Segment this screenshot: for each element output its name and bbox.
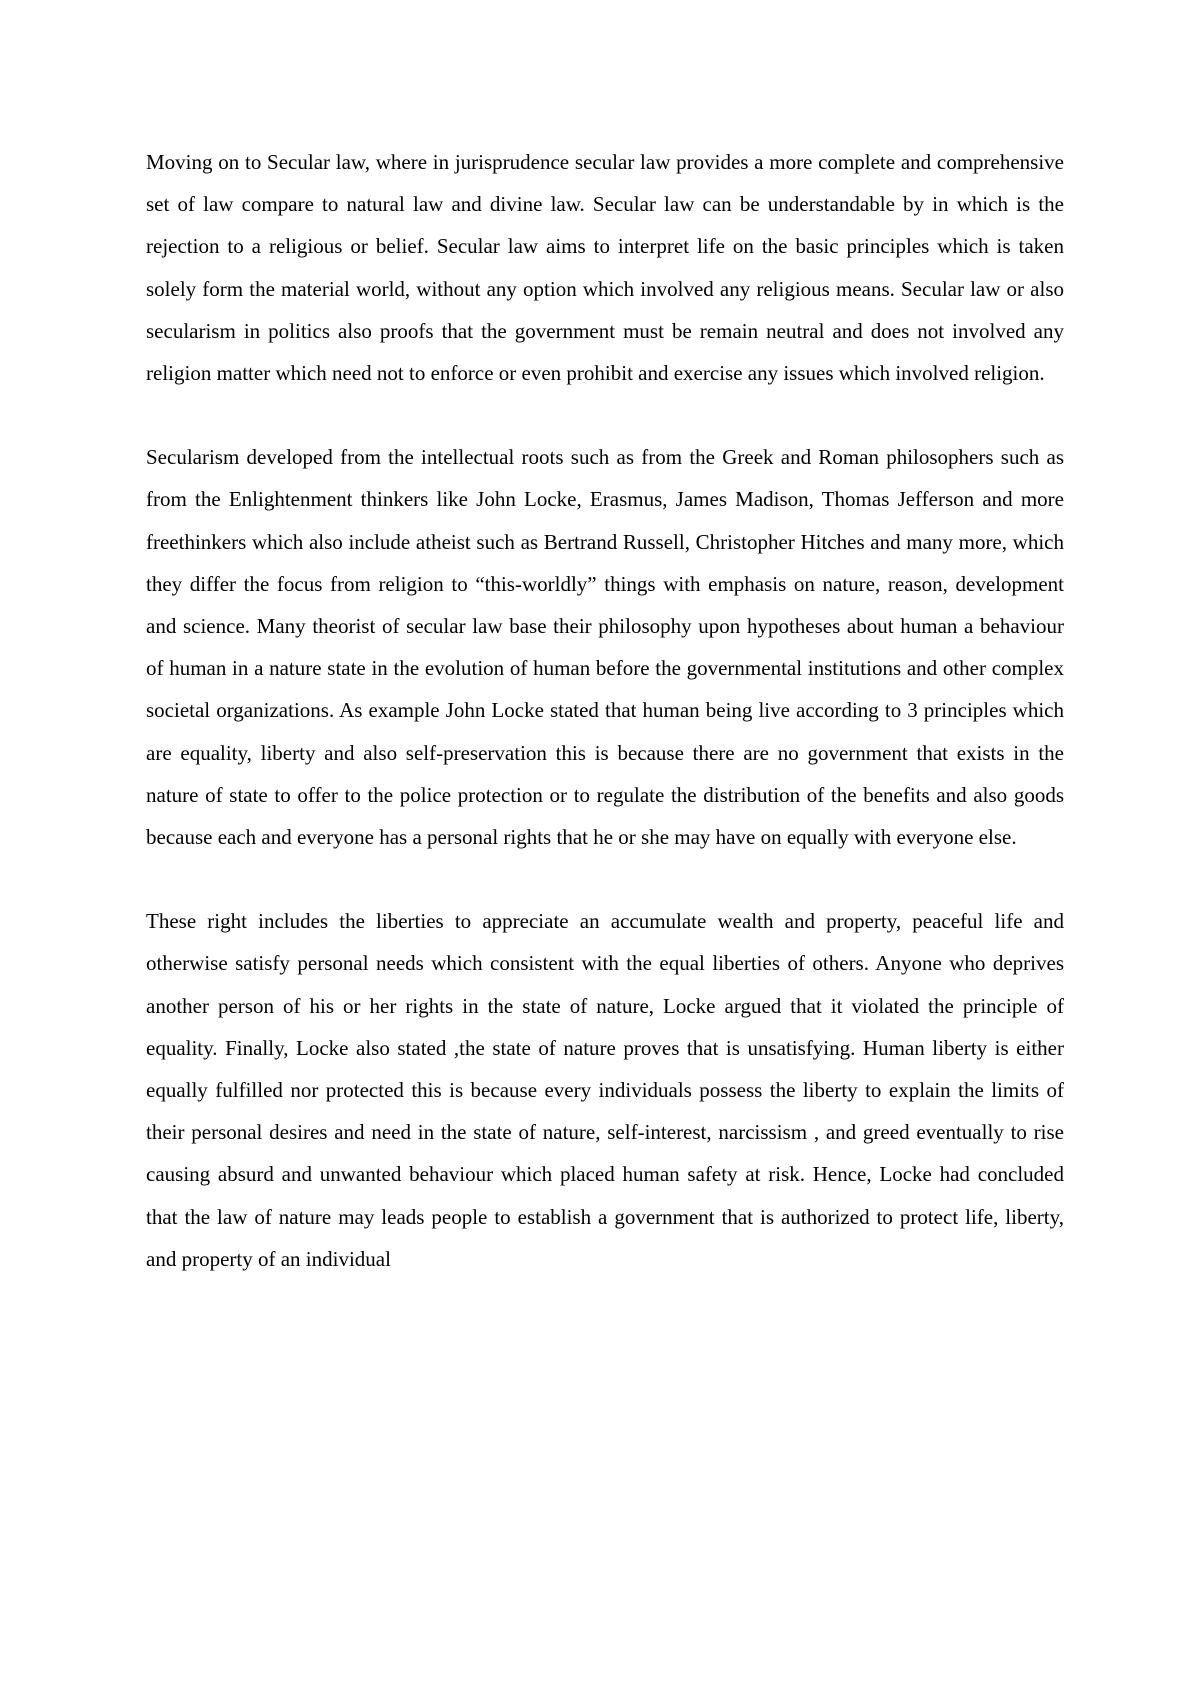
paragraph-secularism-roots: Secularism developed from the intellectual roots such as from the Greek and Roman philosophers such as from the Enlightenment thinkers like John Locke, Erasmus, James Madison, Thomas Jefferson and more freethinkers which also include atheist such as Bertrand Russell, Christopher Hitches and many more, which they differ the focus from religion to “this-worldly” things with emphasis on nature, reason, development and science. Many theorist of secular law base their philosophy upon hypotheses about human a behaviour of human in a nature state in the evolution of human before the governmental institutions and other complex societal organizations. As example John Locke stated that human being live according to 3 principles which are equality, liberty and also self-preservation this is because there are no government that exists in the nature of state to offer to the police protection or to regulate the distribution of the benefits and also goods because each and everyone has a personal rights that he or she may have on equally with everyone else. <box>146 445 1064 850</box>
document-body <box>146 141 1064 1280</box>
paragraph-rights-liberties: These right includes the liberties to appreciate an accumulate wealth and property, peaceful life and otherwise satisfy personal needs which consistent with the equal liberties of others. Anyone who deprives another person of his or her rights in the state of nature, Locke argued that it violated the principle of equality. Finally, Locke also stated ,the state of nature proves that is unsatisfying. Human liberty is either equally fulfilled nor protected this is because every individuals possess the liberty to explain the limits of their personal desires and need in the state of nature, self-interest, narcissism , and greed eventually to rise causing absurd and unwanted behaviour which placed human safety at risk. Hence, Locke had concluded that the law of nature may leads people to establish a government that is authorized to protect life, liberty, and property of an individual <box>146 909 1064 1271</box>
paragraph-secular-law: Moving on to Secular law, where in jurisprudence secular law provides a more complete and comprehensive set of law compare to natural law and divine law. Secular law can be understandable by in which is the rejection to a religious or belief. Secular law aims to interpret life on the basic principles which is taken solely form the material world, without any option which involved any religious means. Secular law or also secularism in politics also proofs that the government must be remain neutral and does not involved any religion matter which need not to enforce or even prohibit and exercise any issues which involved religion. <box>146 150 1064 386</box>
